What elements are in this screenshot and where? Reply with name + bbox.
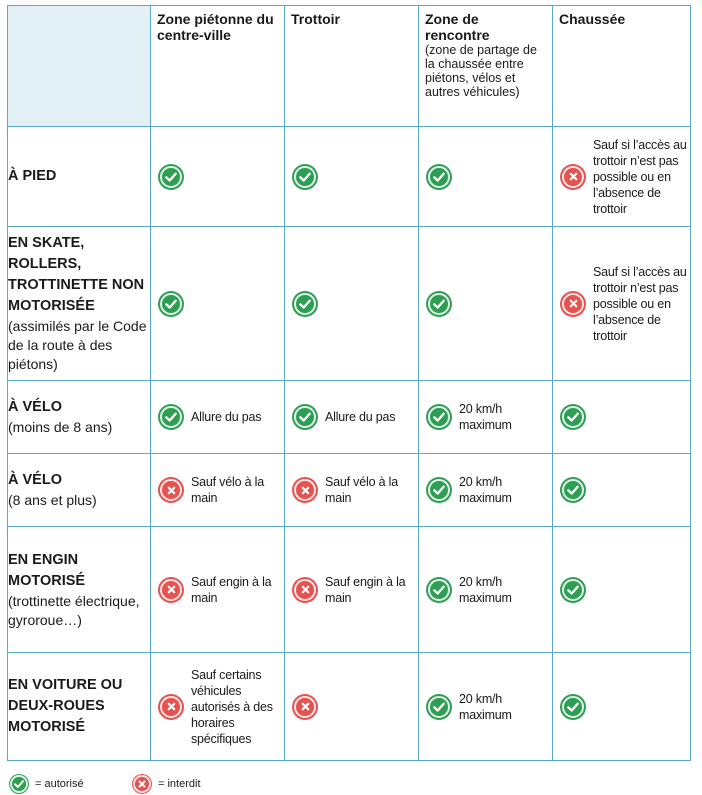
row-header xyxy=(8,653,151,761)
check-icon xyxy=(292,164,318,190)
legend-forbidden-label: = interdit xyxy=(158,778,201,790)
cross-icon xyxy=(132,774,152,794)
legend-allowed-label: = autorisé xyxy=(35,778,84,790)
column-title: Trottoir xyxy=(291,11,340,27)
check-icon xyxy=(292,404,318,430)
cross-icon xyxy=(158,477,184,503)
cell-note: Sauf engin à la main xyxy=(191,574,272,605)
table-cell xyxy=(553,653,691,761)
check-icon xyxy=(292,291,318,317)
table-row xyxy=(8,127,691,227)
table-cell xyxy=(553,527,691,653)
column-title: Chaussée xyxy=(559,11,626,27)
rules-table xyxy=(7,5,691,761)
cross-icon xyxy=(292,694,318,720)
row-detail: (assimilés par le Code de la route à des piétons) xyxy=(8,318,147,372)
cell-note: Sauf engin à la main xyxy=(325,574,406,605)
column-header xyxy=(151,6,285,127)
check-icon xyxy=(560,577,586,603)
check-icon xyxy=(426,477,452,503)
check-icon xyxy=(426,291,452,317)
table-row xyxy=(8,381,691,454)
cell-note: Allure du pas xyxy=(191,410,262,424)
table-cell xyxy=(285,381,419,454)
cell-note: 20 km/h maximum xyxy=(459,475,512,505)
table-cell xyxy=(553,127,691,227)
table-cell xyxy=(419,381,553,454)
column-header xyxy=(553,6,691,127)
cross-icon xyxy=(158,694,184,720)
table-row xyxy=(8,227,691,381)
row-label: À VÉLO xyxy=(8,399,62,415)
table-cell xyxy=(419,227,553,381)
table-cell xyxy=(419,454,553,527)
row-detail: (8 ans et plus) xyxy=(8,492,97,508)
legend-forbidden xyxy=(132,774,201,794)
cross-icon xyxy=(560,164,586,190)
column-header xyxy=(285,6,419,127)
cell-note: Sauf certains véhicules autorisés à des horaires spécifiques xyxy=(191,667,273,746)
check-icon xyxy=(158,164,184,190)
table-cell xyxy=(151,527,285,653)
table-cell xyxy=(151,227,285,381)
cell-note: Sauf si l’accès au trottoir n’est pas possible ou en l’absence de trottoir xyxy=(593,264,687,343)
table-cell xyxy=(285,127,419,227)
row-header xyxy=(8,127,151,227)
cell-note: 20 km/h maximum xyxy=(459,402,512,432)
row-header xyxy=(8,527,151,653)
column-subtitle: (zone de partage de la chaussée entre piétons, vélos et autres véhicules) xyxy=(425,43,537,99)
check-icon xyxy=(426,577,452,603)
check-icon xyxy=(426,164,452,190)
table-cell xyxy=(285,227,419,381)
check-icon xyxy=(158,291,184,317)
table-cell xyxy=(553,381,691,454)
check-icon xyxy=(158,404,184,430)
column-title: Zone de rencontre xyxy=(425,11,490,43)
table-cell xyxy=(151,653,285,761)
row-label: EN ENGIN MOTORISÉ xyxy=(8,551,86,589)
table-row xyxy=(8,653,691,761)
cell-note: Sauf vélo à la main xyxy=(325,475,398,505)
check-icon xyxy=(9,774,29,794)
row-label: EN SKATE, ROLLERS, TROTTINETTE NON MOTORISÉE xyxy=(8,235,145,314)
cross-icon xyxy=(292,477,318,503)
legend-allowed xyxy=(9,774,84,794)
table-cell xyxy=(419,653,553,761)
check-icon xyxy=(426,694,452,720)
row-detail: (moins de 8 ans) xyxy=(8,419,113,435)
table-cell xyxy=(553,227,691,381)
cross-icon xyxy=(560,291,586,317)
row-header xyxy=(8,227,151,381)
table-cell xyxy=(419,527,553,653)
table-cell xyxy=(151,127,285,227)
row-header xyxy=(8,381,151,454)
cell-note: Allure du pas xyxy=(325,410,396,424)
table-cell xyxy=(553,454,691,527)
header-row xyxy=(8,6,691,127)
cell-note: Sauf vélo à la main xyxy=(191,475,264,505)
check-icon xyxy=(426,404,452,430)
corner-cell xyxy=(8,6,151,127)
check-icon xyxy=(560,477,586,503)
cell-note: Sauf si l’accès au trottoir n’est pas possible ou en l’absence de trottoir xyxy=(593,137,687,216)
table-row xyxy=(8,454,691,527)
cell-note: 20 km/h maximum xyxy=(459,574,512,605)
table-cell xyxy=(419,127,553,227)
table-cell xyxy=(285,653,419,761)
row-header xyxy=(8,454,151,527)
table-cell xyxy=(285,527,419,653)
table-cell xyxy=(285,454,419,527)
check-icon xyxy=(560,694,586,720)
row-detail: (trottinette électrique, gyroroue…) xyxy=(8,592,140,628)
check-icon xyxy=(560,404,586,430)
column-header xyxy=(419,6,553,127)
table-cell xyxy=(151,381,285,454)
cell-note: 20 km/h maximum xyxy=(459,691,512,722)
row-label: À PIED xyxy=(8,168,57,184)
cross-icon xyxy=(158,577,184,603)
table-row xyxy=(8,527,691,653)
row-label: EN VOITURE OU DEUX-ROUES MOTORISÉ xyxy=(8,677,123,735)
column-title: Zone piétonne du centre-ville xyxy=(157,11,274,43)
row-label: À VÉLO xyxy=(8,472,62,488)
table-cell xyxy=(151,454,285,527)
cross-icon xyxy=(292,577,318,603)
